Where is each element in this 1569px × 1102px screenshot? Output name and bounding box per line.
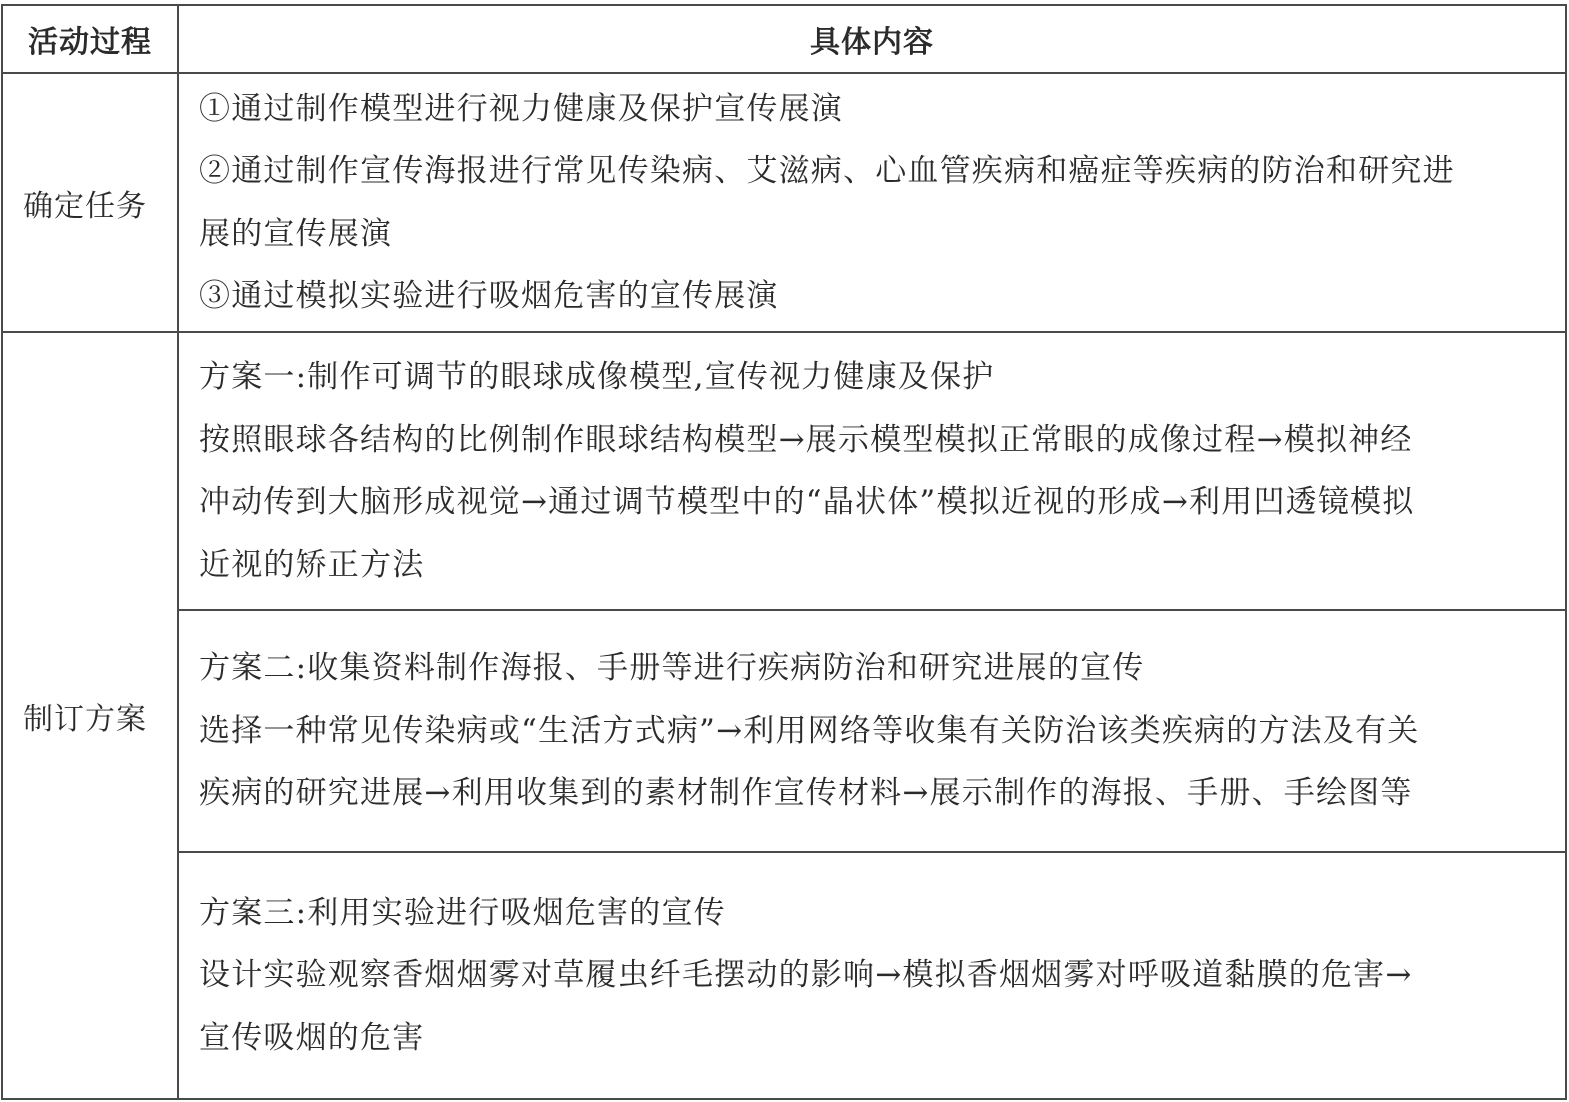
table-header-row [2, 5, 1566, 73]
plan-1-line-4: 近视的矫正方法 [199, 546, 425, 583]
row-label-task: 确定任务 [2, 73, 178, 332]
row-label-plan: 制订方案 [2, 332, 178, 1099]
header-activity-process: 活动过程 [2, 5, 178, 73]
task-content-cell [178, 73, 1566, 332]
plan-3-title: 方案三:利用实验进行吸烟危害的宣传 [199, 894, 726, 931]
plan-2-title: 方案二:收集资料制作海报、手册等进行疾病防治和研究进展的宣传 [199, 650, 1145, 687]
plan-1-cell [178, 332, 1566, 610]
table-row-plan-3 [2, 852, 1566, 1099]
header-specific-content: 具体内容 [178, 5, 1566, 73]
plan-1-line-2: 按照眼球各结构的比例制作眼球结构模型→展示模型模拟正常眼的成像过程→模拟神经 [199, 421, 1413, 458]
plan-3-cell [178, 852, 1566, 1099]
task-line-2: ②通过制作宣传海报进行常见传染病、艾滋病、心血管疾病和癌症等疾病的防治和研究进 [199, 153, 1455, 189]
table-row-plan-2 [2, 610, 1566, 852]
activity-table [1, 4, 1567, 1100]
plan-1-line-3: 冲动传到大脑形成视觉→通过调节模型中的“晶状体”模拟近视的形成→利用凹透镜模拟 [199, 484, 1415, 520]
plan-2-line-3: 疾病的研究进展→利用收集到的素材制作宣传材料→展示制作的海报、手册、手绘图等 [199, 775, 1413, 812]
plan-3-line-2: 设计实验观察香烟烟雾对草履虫纤毛摆动的影响→模拟香烟烟雾对呼吸道黏膜的危害→ [199, 957, 1413, 994]
plan-3-line-3: 宣传吸烟的危害 [199, 1019, 425, 1056]
plan-1-title: 方案一:制作可调节的眼球成像模型,宣传视力健康及保护 [199, 359, 995, 395]
task-line-3: 展的宣传展演 [199, 215, 393, 252]
task-line-4: ③通过模拟实验进行吸烟危害的宣传展演 [199, 278, 779, 314]
table-row-plan-1 [2, 332, 1566, 610]
table-row-task [2, 73, 1566, 332]
plan-2-line-2: 选择一种常见传染病或“生活方式病”→利用网络等收集有关防治该类疾病的方法及有关 [199, 712, 1420, 749]
task-line-1: ①通过制作模型进行视力健康及保护宣传展演 [199, 90, 843, 127]
plan-2-cell [178, 610, 1566, 852]
